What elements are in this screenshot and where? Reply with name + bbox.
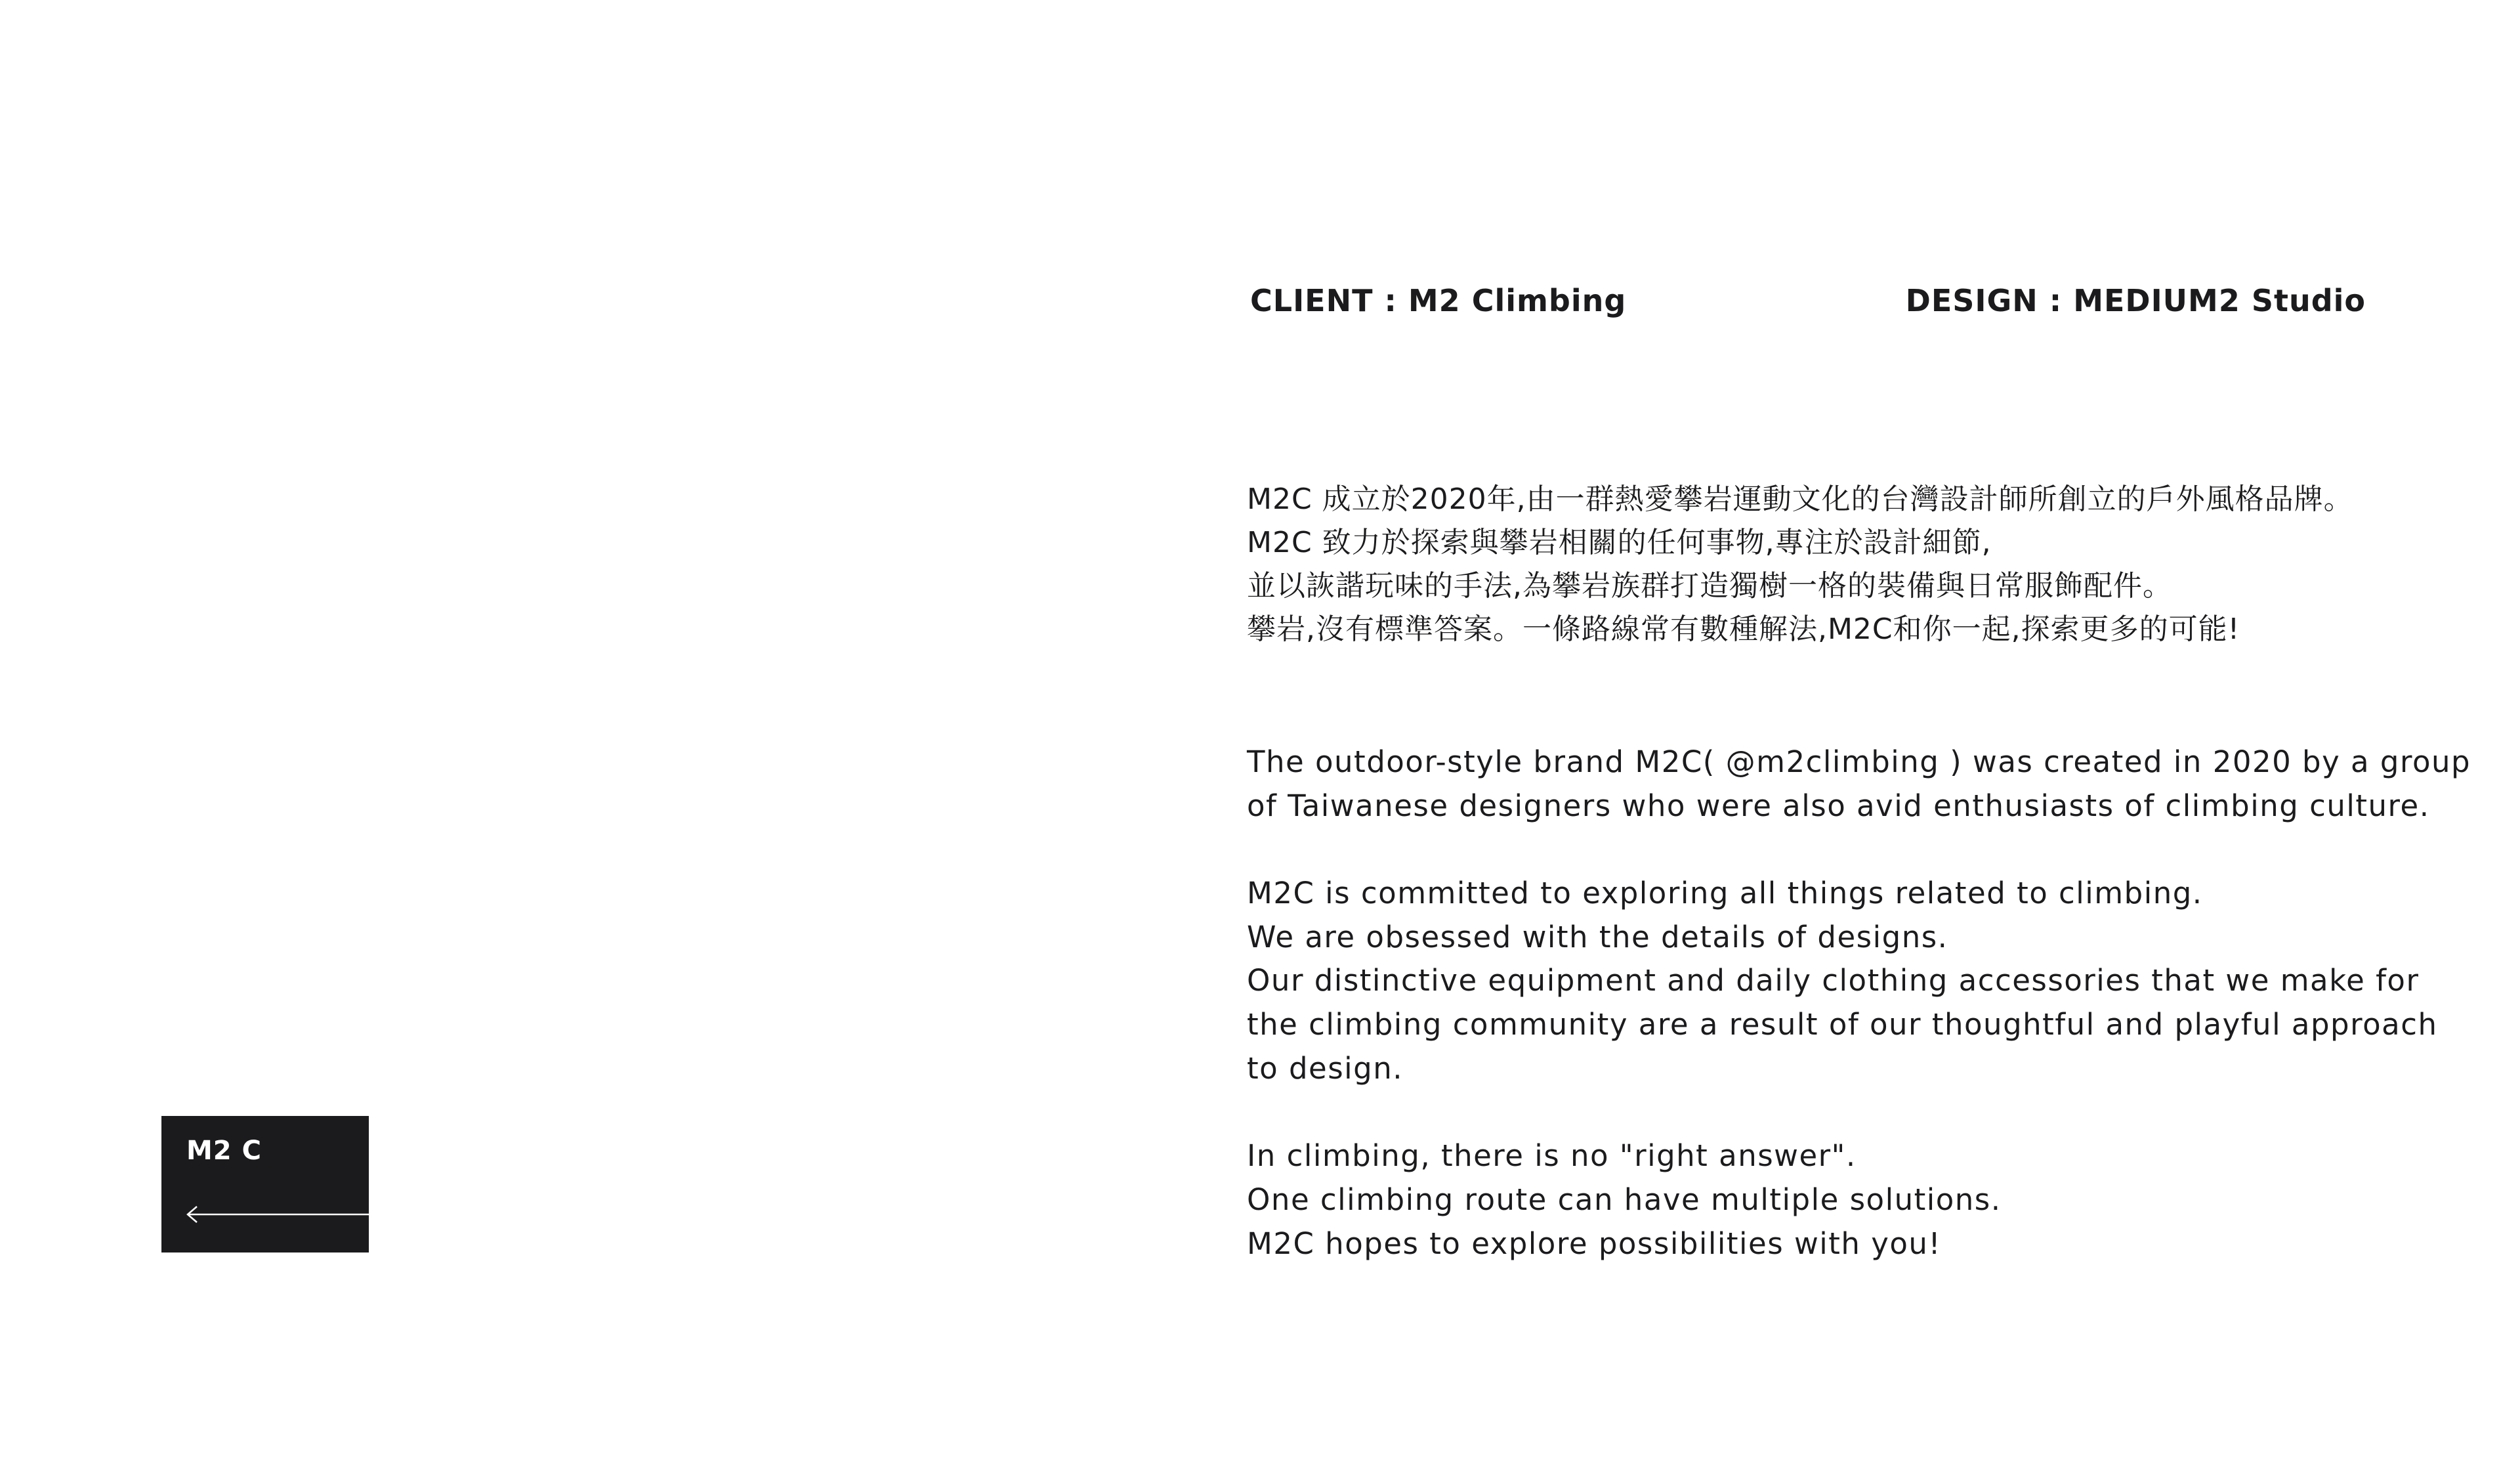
en-line: Our distinctive equipment and daily clothing accessories that we make for (1247, 963, 2420, 998)
en-line: One climbing route can have multiple solutions. (1247, 1182, 2002, 1217)
arrow-left-icon (185, 1205, 369, 1224)
en-line: In climbing, there is no "right answer". (1247, 1138, 1857, 1174)
chinese-description (1247, 478, 2376, 651)
m2c-logo-card[interactable] (161, 1116, 369, 1252)
zh-line: M2C 致力於探索與攀岩相關的任何事物,專注於設計細節, (1247, 526, 1992, 559)
en-line: The outdoor-style brand M2C( @m2climbing ) was created in 2020 by a group (1247, 744, 2471, 779)
zh-line: M2C 成立於2020年,由一群熱愛攀岩運動文化的台灣設計師所創立的戶外風格品牌。 (1247, 482, 2353, 516)
english-description (1247, 740, 2471, 1266)
en-line: the climbing community are a result of our thoughtful and playful approach (1247, 1007, 2438, 1042)
en-line: We are obsessed with the details of designs. (1247, 919, 1948, 954)
zh-line: 並以詼諧玩味的手法,為攀岩族群打造獨樹一格的裝備與日常服飾配件。 (1247, 569, 2172, 603)
design-credit: DESIGN : MEDIUM2 Studio (1905, 283, 2366, 318)
en-line: of Taiwanese designers who were also avid enthusiasts of climbing culture. (1247, 788, 2430, 823)
paragraph-gap (1247, 1091, 2376, 1135)
logo-wordmark: M2 C (186, 1136, 262, 1166)
zh-line: 攀岩,沒有標準答案。一條路線常有數種解法,M2C和你一起,探索更多的可能! (1247, 612, 2240, 646)
paragraph-gap (1247, 828, 2376, 872)
client-credit: CLIENT : M2 Climbing (1250, 283, 1627, 318)
en-line: to design. (1247, 1050, 1404, 1086)
en-line: M2C is committed to exploring all things related to climbing. (1247, 876, 2203, 911)
en-line: M2C hopes to explore possibilities with you! (1247, 1226, 1941, 1261)
credits-row (1250, 281, 2366, 320)
